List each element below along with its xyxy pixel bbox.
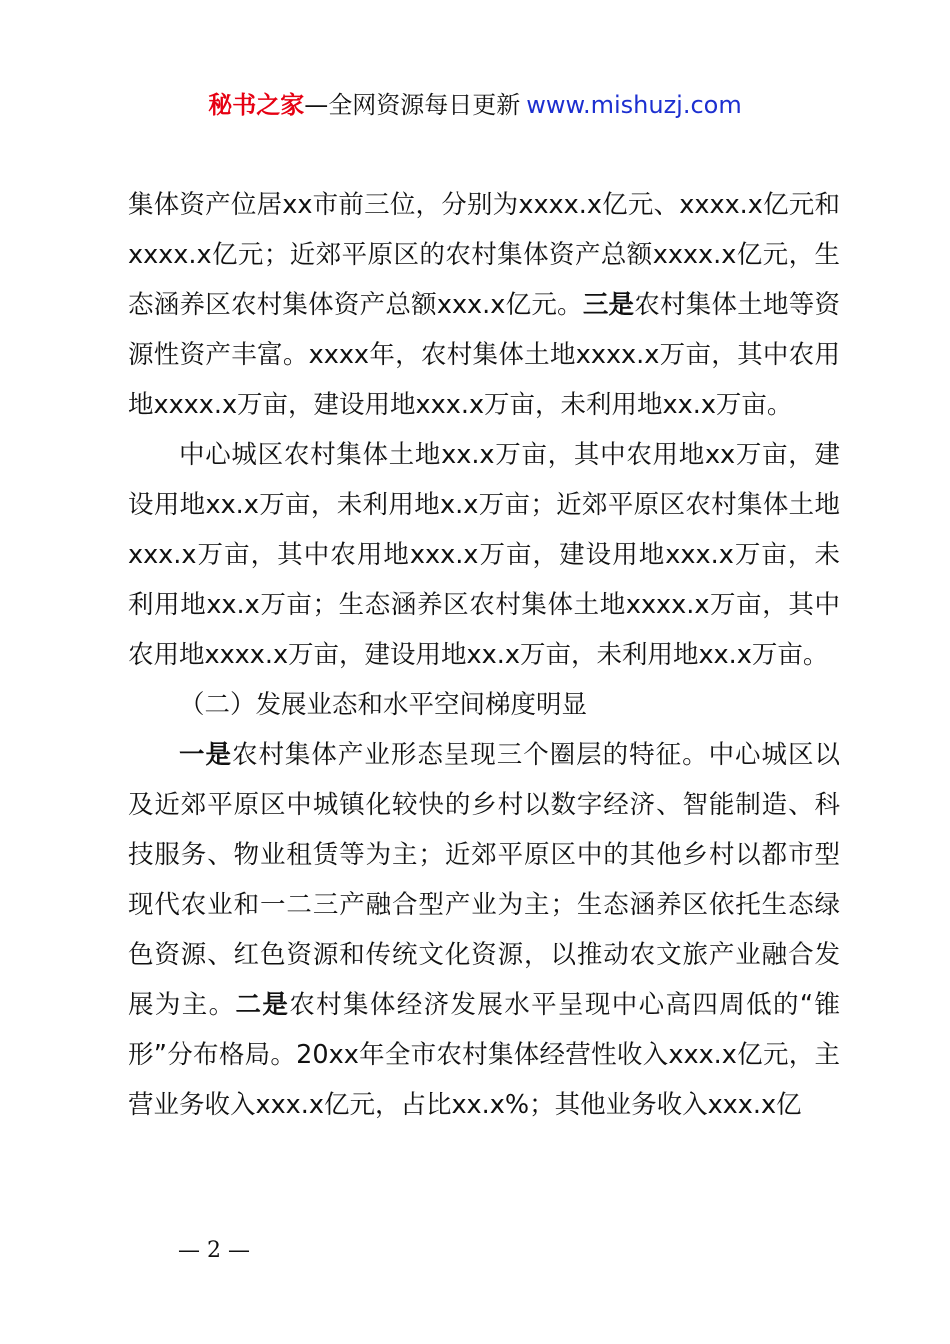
site-header bbox=[0, 88, 950, 122]
paragraph-text: 集体资产位居xx市前三位，分别为xxxx.x亿元、xxxx.x亿元和xxxx.x亿元；近郊平原区的农村集体资产总额xxxx.x亿元，生态涵养区农村集体资产总额xxx.x亿元。 bbox=[128, 190, 840, 320]
section-heading-text: （二）发展业态和水平空间梯度明显 bbox=[179, 690, 588, 720]
site-tagline: —全网资源每日更新 bbox=[304, 91, 521, 119]
section-heading bbox=[128, 680, 840, 730]
paragraph-text: 中心城区农村集体土地xx.x万亩，其中农用地xx万亩，建设用地xx.x万亩，未利用地x.x万亩；近郊平原区农村集体土地xxx.x万亩，其中农用地xxx.x万亩，建设用地xxx.x万亩，未利用地xx.x万亩；生态涵养区农村集体土地xxxx.x万亩，其中农用地xxxx.x万亩，建设用地xx.x万亩，未利用地xx.x万亩。 bbox=[128, 440, 840, 670]
bold-lead: 二是 bbox=[235, 990, 290, 1020]
document-body bbox=[128, 180, 840, 1130]
paragraph-text: 农村集体土地等资源性资产丰富。xxxx年，农村集体土地xxxx.x万亩，其中农用地xxxx.x万亩，建设用地xxx.x万亩，未利用地xx.x万亩。 bbox=[128, 290, 840, 420]
paragraph-4 bbox=[128, 730, 840, 1130]
bold-lead: 三是 bbox=[582, 290, 635, 320]
site-brand: 秘书之家 bbox=[208, 91, 305, 119]
paragraph-1 bbox=[128, 180, 840, 430]
paragraph-text: 农村集体产业形态呈现三个圈层的特征。中心城区以及近郊平原区中城镇化较快的乡村以数字经济、智能制造、科技服务、物业租赁等为主；近郊平原区中的其他乡村以都市型现代农业和一二三产融合型产业为主；生态涵养区依托生态绿色资源、红色资源和传统文化资源，以推动农文旅产业融合发展为主。 bbox=[128, 740, 840, 1020]
paragraph-2 bbox=[128, 430, 840, 680]
site-url-link[interactable]: www.mishuzj.com bbox=[526, 91, 742, 119]
paragraph-text: 农村集体经济发展水平呈现中心高四周低的“锥形”分布格局。20xx年全市农村集体经营性收入xxx.x亿元，主营业务收入xxx.x亿元，占比xx.x%；其他业务收入xxx.x亿 bbox=[128, 990, 840, 1120]
page-number: — 2 — bbox=[178, 1238, 250, 1263]
bold-lead: 一是 bbox=[179, 740, 232, 770]
